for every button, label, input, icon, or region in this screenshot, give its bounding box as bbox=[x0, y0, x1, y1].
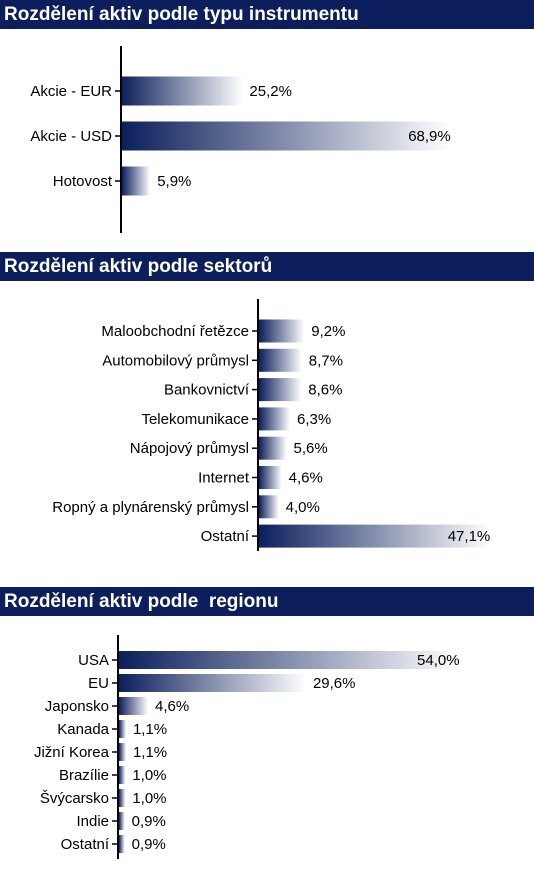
value-label: 0,9% bbox=[131, 813, 166, 830]
category-label: Jižní Korea bbox=[33, 744, 109, 761]
instrument-chart bbox=[0, 29, 534, 251]
category-label: Indie bbox=[76, 813, 109, 830]
category-label: Brazílie bbox=[58, 767, 109, 784]
value-label: 4,0% bbox=[285, 498, 320, 516]
bar bbox=[259, 349, 302, 372]
value-label: 8,7% bbox=[308, 352, 344, 370]
bar bbox=[259, 407, 290, 430]
value-label: 25,2% bbox=[249, 83, 292, 100]
category-label: EU bbox=[88, 675, 109, 692]
value-label: 5,6% bbox=[293, 440, 328, 458]
category-label: Ostatní bbox=[60, 836, 109, 853]
value-label: 6,3% bbox=[296, 410, 332, 428]
value-label: 1,0% bbox=[132, 790, 167, 807]
category-label: Nápojový průmysl bbox=[129, 440, 249, 458]
value-label: 47,1% bbox=[447, 528, 491, 546]
sector-chart-title: Rozdělení aktiv podle sektorů bbox=[0, 252, 534, 281]
value-label: 1,1% bbox=[132, 721, 168, 738]
bar bbox=[259, 495, 279, 518]
bar bbox=[119, 743, 126, 761]
value-label: 5,9% bbox=[157, 173, 192, 190]
value-label: 9,2% bbox=[311, 323, 346, 340]
value-label: 0,9% bbox=[131, 836, 166, 853]
sector-chart bbox=[0, 281, 534, 587]
bar bbox=[259, 320, 304, 343]
bar bbox=[259, 437, 287, 460]
category-label: Telekomunikace bbox=[141, 410, 249, 428]
bar bbox=[259, 378, 301, 401]
category-label: Bankovnictví bbox=[163, 381, 249, 399]
bar bbox=[119, 697, 148, 715]
bar bbox=[122, 77, 242, 106]
category-label: Akcie - USD bbox=[30, 128, 112, 145]
bar bbox=[122, 167, 150, 196]
value-label: 54,0% bbox=[417, 652, 460, 669]
value-label: 8,6% bbox=[308, 381, 343, 399]
region-chart-title: Rozdělení aktiv podle regionu bbox=[0, 587, 534, 616]
value-label: 1,0% bbox=[132, 767, 167, 784]
value-label: 29,6% bbox=[312, 675, 356, 692]
category-label: Internet bbox=[198, 469, 249, 487]
value-label: 4,6% bbox=[288, 469, 323, 487]
instrument-chart-title: Rozdělení aktiv podle typu instrumentu bbox=[0, 0, 534, 29]
bar bbox=[122, 122, 451, 151]
value-label: 4,6% bbox=[155, 698, 190, 715]
bar bbox=[259, 466, 282, 489]
bar bbox=[119, 766, 125, 784]
bar bbox=[119, 720, 126, 738]
bar bbox=[119, 651, 460, 669]
category-label: Ropný a plynárenský průmysl bbox=[52, 498, 249, 516]
bar bbox=[119, 674, 306, 692]
bar bbox=[119, 835, 125, 853]
category-label: Japonsko bbox=[44, 698, 109, 715]
bar bbox=[119, 812, 125, 830]
region-chart bbox=[0, 616, 534, 877]
value-label: 68,9% bbox=[408, 128, 451, 145]
category-label: Maloobchodní řetězce bbox=[101, 323, 249, 340]
category-label: USA bbox=[78, 652, 109, 669]
value-label: 1,1% bbox=[132, 744, 168, 761]
category-label: Kanada bbox=[57, 721, 109, 738]
category-label: Ostatní bbox=[200, 528, 249, 546]
category-label: Švýcarsko bbox=[39, 790, 109, 807]
category-label: Hotovost bbox=[52, 173, 112, 190]
bar bbox=[119, 789, 125, 807]
category-label: Akcie - EUR bbox=[30, 83, 112, 100]
category-label: Automobilový průmysl bbox=[102, 352, 249, 370]
